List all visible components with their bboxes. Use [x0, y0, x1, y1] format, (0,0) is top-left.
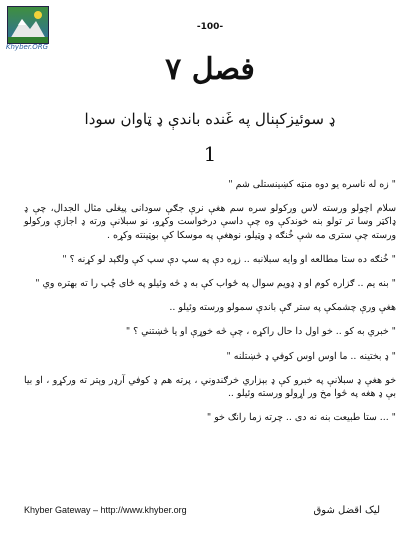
paragraph: " بنه یم .. ګزاره کوم او ډ ډویم سوال په ځواب کې به ډ څه وئیلو په ځای چُپ را ته بهتره وي " [35, 278, 396, 290]
footer-author: لیک اقضل شوق [313, 505, 380, 516]
footer-website: Khyber Gateway – http://www.khyber.org [24, 505, 187, 515]
paragraph: " خُنګه ده ستا مطالعه او وایه سبلانبه .. زړه دې په سپ دې سپ کې ولګېد لو کړنه ؟ " [62, 253, 396, 265]
paragraph: " ډ بختینه .. ما اوس اوس کوفي ډ څښتلنه " [226, 350, 396, 362]
paragraph: سلام اچولو ورسته لاس ورکولو سره سم هغې نرې جګې سودانی پیغلی مثال الجدال، چې ډ ډاکټر وسا تر تولو بنه خوندکې وه چې داسې درخواست وکړو، نو سبلانې ورته ډ اجازې ورکولو ورسته چې ستری مه شې خُنګه ډ وټیلو، نوهغې په موسکا کې بوټینته وکړه . [24, 203, 396, 241]
paragraph: هغې ورې چشمکې په ستر ګې باندې سمولو ورسته وئیلو .. [169, 302, 396, 314]
chapter-title: فصل ۷ [165, 52, 255, 87]
logo-text: Khyber.ORG [5, 43, 49, 51]
chapter-subtitle: ډ سوئيزکېنال په غَنده باندې ډ ټاوان سودا [84, 110, 336, 128]
paragraph: " ... ستا طبیعت بنه نه دی .. چرته زما رانګ خو " [206, 412, 396, 424]
section-number: 1 [203, 142, 217, 166]
body-text [24, 178, 396, 435]
paragraph: " خبري به کو .. خو اول دا حال راکړه ، چې څه خوړې او یا څښتني ؟ " [125, 326, 396, 338]
paragraph: " زه له ناسره یو دوه منټه کښینستلی شم " [228, 179, 396, 190]
page-number: -100- [196, 22, 224, 32]
paragraph: خو هغې ډ سبلانې په خبرو کې ډ بېزاري خرګندوني ، پرته هم ډ کوفي آرډر وېتر ته ورکړو ، او بيا بې ډ هغه په څوا مخ ور اړولو ورسته وئیلو .. [24, 374, 396, 400]
